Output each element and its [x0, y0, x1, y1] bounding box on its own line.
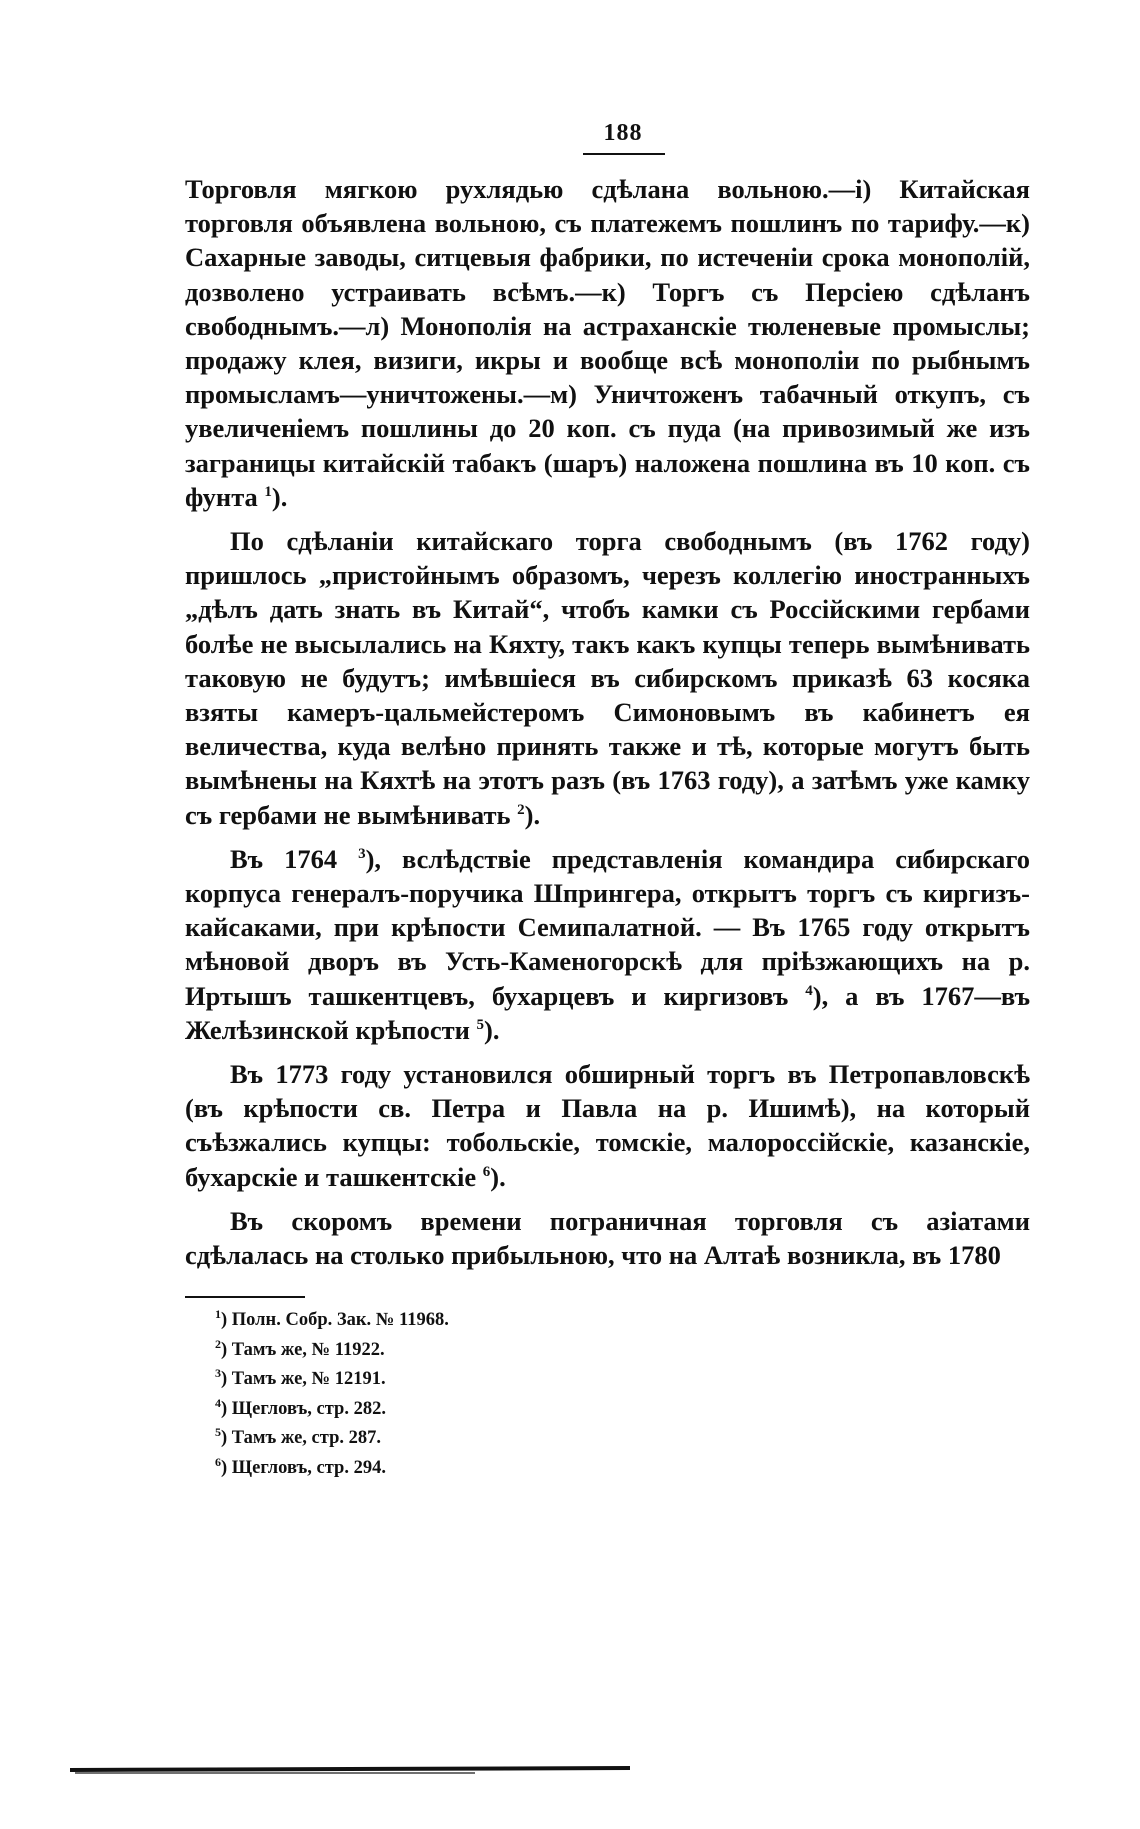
footnote-ref: 1 [264, 484, 272, 500]
paragraph-text: ), вслѣдствіе представленія командира сибирскаго корпуса генералъ-поручика Шпрингера, открытъ торгъ съ киргизъ-кайсаками, при крѣпости Семипалатной. — Въ 1765 году открытъ мѣновой дворъ въ Усть-Каменогорскѣ для пріѣзжающихъ на р. Иртышъ ташкентцевъ, бухарцевъ и киргизовъ [185, 843, 1030, 1011]
paragraph-tail: ). [490, 1161, 506, 1192]
footnote-ref: 4 [805, 982, 813, 999]
paragraph-text: Въ скоромъ времени пограничная торговля съ азіатами сдѣлалась на столько прибыльною, что на Алтаѣ возникла, въ 1780 [185, 1205, 1030, 1271]
paragraph [185, 524, 1030, 832]
footnote-ref: 5 [476, 1017, 484, 1034]
paragraph-tail: ). [271, 481, 288, 512]
footnote-ref: 2 [517, 801, 525, 818]
footnote-text: ) Тамъ же, № 12191. [221, 1369, 386, 1390]
footnote [215, 1424, 815, 1454]
footnote [215, 1395, 815, 1425]
footnote-ref: 3 [358, 846, 366, 863]
paragraph-text: Въ 1773 году установился обширный торгъ въ Петропавловскѣ (въ крѣпости св. Петра и Павла на р. Ишимѣ), на который съѣзжались купцы: тобольскіе, томскіе, малороссійскіе, казанскіе, бухарскіе и ташкентскіе [185, 1059, 1030, 1192]
paragraph [185, 172, 1030, 514]
scan-edge-line [75, 1772, 475, 1774]
footnote-mark: 5 [215, 1425, 221, 1440]
footnote [215, 1454, 815, 1484]
main-text [185, 172, 1030, 1282]
paragraph [185, 1057, 1030, 1194]
footnote-text: ) Щегловъ, стр. 294. [221, 1457, 386, 1478]
footnote-text: ) Щегловъ, стр. 282. [221, 1398, 386, 1419]
paragraph [185, 842, 1030, 1047]
footnote-ref: 6 [482, 1163, 491, 1180]
footnote-mark: 4 [215, 1395, 221, 1410]
paragraph-text: Въ 1764 [230, 843, 338, 874]
paragraph [185, 1204, 1030, 1272]
footnotes [215, 1306, 815, 1484]
footnote-text: ) Полн. Собр. Зак. № 11968. [221, 1310, 449, 1330]
footnote-text: ) Тамъ же, стр. 287. [221, 1428, 381, 1449]
paragraph-text: ), а въ 1767—въ Желѣзинской крѣпости [185, 980, 1031, 1045]
paragraph-text: По сдѣланіи китайскаго торга свободнымъ (въ 1762 году) пришлось „пристойнымъ образомъ, черезъ коллегію иностранныхъ „дѣлъ дать знать въ Китай“, чтобъ камки съ Россійскими гербами болѣе не высылались на Кяхту, такъ какъ купцы теперь вымѣнивать таковую не будутъ; имѣвшіеся въ сибирскомъ приказѣ 63 косяка взяты камеръ-цальмейстеромъ Симоновымъ въ кабинетъ ея величества, куда велѣно принять также и тѣ, которые могутъ быть вымѣнены на Кяхтѣ на этотъ разъ (въ 1763 году), а затѣмъ уже камку съ гербами не вымѣнивать [185, 526, 1030, 830]
paragraph-text: Торговля мягкою рухлядью сдѣлана вольною.—i) Китайская торговля объявлена вольною, съ платежемъ пошлинъ по тарифу.—к) Сахарные заводы, ситцевыя фабрики, по истеченіи срока монополій, дозволено устраивать всѣмъ.—к) Торгъ съ Персіею сдѣланъ свободнымъ.—л) Монополія на астраханскіе тюленевые промыслы; продажу клея, визиги, икры и вообще всѣ монополіи по рыбнымъ промысламъ—уничтожены.—м) Уничтоженъ табачный откупъ, съ увеличеніемъ пошлины до 20 коп. съ пуда (на привозимый же изъ заграницы китайскій табакъ (шаръ) наложена пошлина въ 10 коп. съ фунта [185, 174, 1030, 512]
footnote-rule [185, 1296, 305, 1298]
paragraph-tail: ). [484, 1014, 500, 1045]
page-number-rule [583, 153, 665, 155]
footnote-mark: 2 [215, 1336, 221, 1351]
footnote [215, 1336, 815, 1366]
footnote-mark: 1 [215, 1306, 221, 1321]
footnote [215, 1365, 815, 1395]
footnote-text: ) Тамъ же, № 11922. [221, 1339, 385, 1360]
footnote-mark: 6 [215, 1454, 221, 1469]
page-number: 188 [603, 120, 643, 146]
footnote-mark: 3 [215, 1366, 221, 1381]
paragraph-tail: ). [524, 799, 541, 830]
footnote [215, 1306, 815, 1336]
